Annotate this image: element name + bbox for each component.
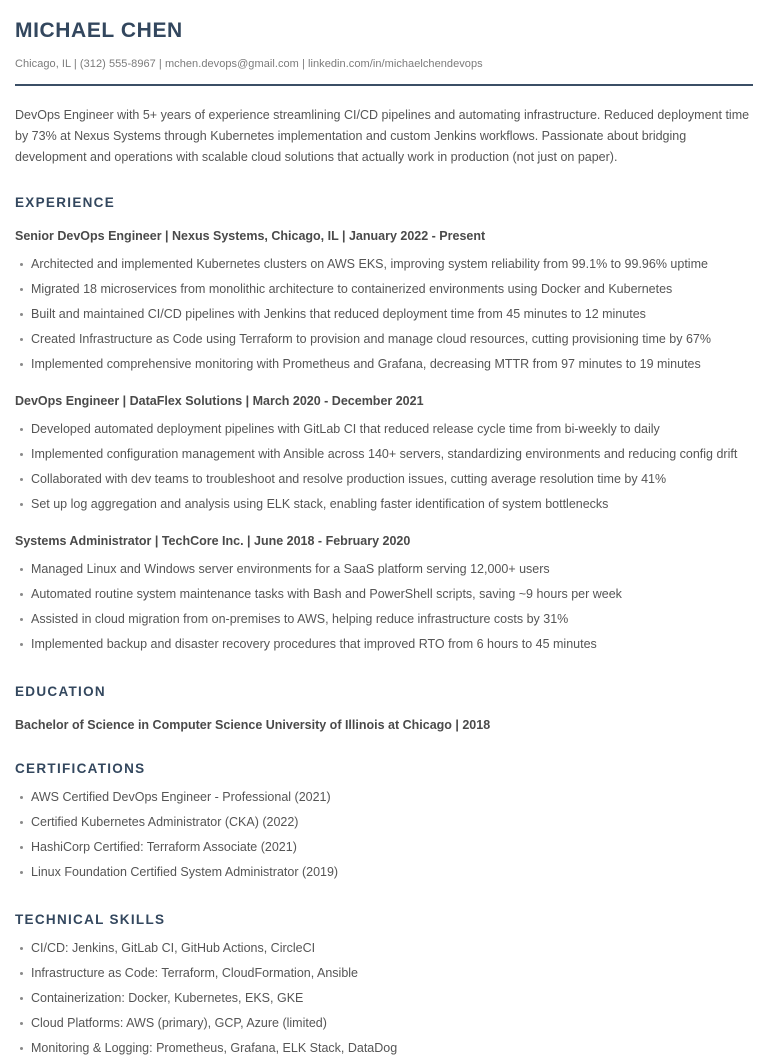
list-item: CI/CD: Jenkins, GitLab CI, GitHub Actions, CircleCI [15, 936, 753, 961]
list-item: Collaborated with dev teams to troubleshoot and resolve production issues, cutting average resolution time by 41% [15, 467, 753, 492]
list-item: AWS Certified DevOps Engineer - Professional (2021) [15, 785, 753, 810]
list-item: Set up log aggregation and analysis using ELK stack, enabling faster identification of system bottlenecks [15, 492, 753, 517]
experience-bullet-list [15, 417, 753, 517]
list-item: Implemented backup and disaster recovery procedures that improved RTO from 6 hours to 45 minutes [15, 632, 753, 657]
experience-entry-heading: Systems Administrator | TechCore Inc. | June 2018 - February 2020 [15, 534, 411, 548]
candidate-name: MICHAEL CHEN [15, 19, 183, 42]
section-title-certifications: CERTIFICATIONS [15, 761, 146, 776]
experience-entry [15, 393, 753, 517]
experience-entry [15, 228, 753, 377]
section-education [15, 683, 753, 734]
professional-summary: DevOps Engineer with 5+ years of experience streamlining CI/CD pipelines and automating infrastructure. Reduced deployment time by 73% at Nexus Systems through Kubernetes implementation and custom Jenkins workflows. Passionate about bridging development and operations with scalable cloud solutions that actually work in production (not just on paper). [15, 108, 750, 164]
experience-entry-heading: Senior DevOps Engineer | Nexus Systems, Chicago, IL | January 2022 - Present [15, 229, 486, 243]
list-item: Architected and implemented Kubernetes clusters on AWS EKS, improving system reliability from 99.1% to 99.96% uptime [15, 252, 753, 277]
list-item: Assisted in cloud migration from on-premises to AWS, helping reduce infrastructure costs by 31% [15, 607, 753, 632]
list-item: Monitoring & Logging: Prometheus, Grafana, ELK Stack, DataDog [15, 1036, 753, 1061]
certifications-list [15, 785, 753, 885]
section-technical-skills [15, 911, 753, 1061]
section-title-education: EDUCATION [15, 684, 106, 699]
header-divider [15, 84, 753, 86]
list-item: Implemented configuration management with Ansible across 140+ servers, standardizing environments and reducing config drift [15, 442, 753, 467]
experience-bullet-list [15, 252, 753, 377]
resume-header [15, 18, 753, 86]
list-item: Linux Foundation Certified System Administrator (2019) [15, 860, 753, 885]
list-item: Created Infrastructure as Code using Terraform to provision and manage cloud resources, cutting provisioning time by 67% [15, 327, 753, 352]
technical-skills-list [15, 936, 753, 1061]
section-experience [15, 194, 753, 657]
list-item: Developed automated deployment pipelines with GitLab CI that reduced release cycle time from bi-weekly to daily [15, 417, 753, 442]
list-item: Built and maintained CI/CD pipelines with Jenkins that reduced deployment time from 45 minutes to 12 minutes [15, 302, 753, 327]
list-item: Containerization: Docker, Kubernetes, EKS, GKE [15, 986, 753, 1011]
section-title-experience: EXPERIENCE [15, 195, 116, 210]
education-degree-line: Bachelor of Science in Computer Science University of Illinois at Chicago | 2018 [15, 718, 491, 732]
section-certifications [15, 760, 753, 885]
experience-entry-heading: DevOps Engineer | DataFlex Solutions | March 2020 - December 2021 [15, 394, 424, 408]
list-item: Infrastructure as Code: Terraform, CloudFormation, Ansible [15, 961, 753, 986]
experience-bullet-list [15, 557, 753, 657]
list-item: Managed Linux and Windows server environments for a SaaS platform serving 12,000+ users [15, 557, 753, 582]
experience-entry [15, 533, 753, 657]
contact-line: Chicago, IL | (312) 555-8967 | mchen.devops@gmail.com | linkedin.com/in/michaelchendevops [15, 58, 483, 70]
section-title-technical-skills: TECHNICAL SKILLS [15, 912, 166, 927]
list-item: HashiCorp Certified: Terraform Associate (2021) [15, 835, 753, 860]
list-item: Migrated 18 microservices from monolithic architecture to containerized environments using Docker and Kubernetes [15, 277, 753, 302]
list-item: Implemented comprehensive monitoring with Prometheus and Grafana, decreasing MTTR from 97 minutes to 19 minutes [15, 352, 753, 377]
education-entry [15, 717, 753, 734]
list-item: Cloud Platforms: AWS (primary), GCP, Azure (limited) [15, 1011, 753, 1036]
list-item: Automated routine system maintenance tasks with Bash and PowerShell scripts, saving ~9 hours per week [15, 582, 753, 607]
list-item: Certified Kubernetes Administrator (CKA) (2022) [15, 810, 753, 835]
